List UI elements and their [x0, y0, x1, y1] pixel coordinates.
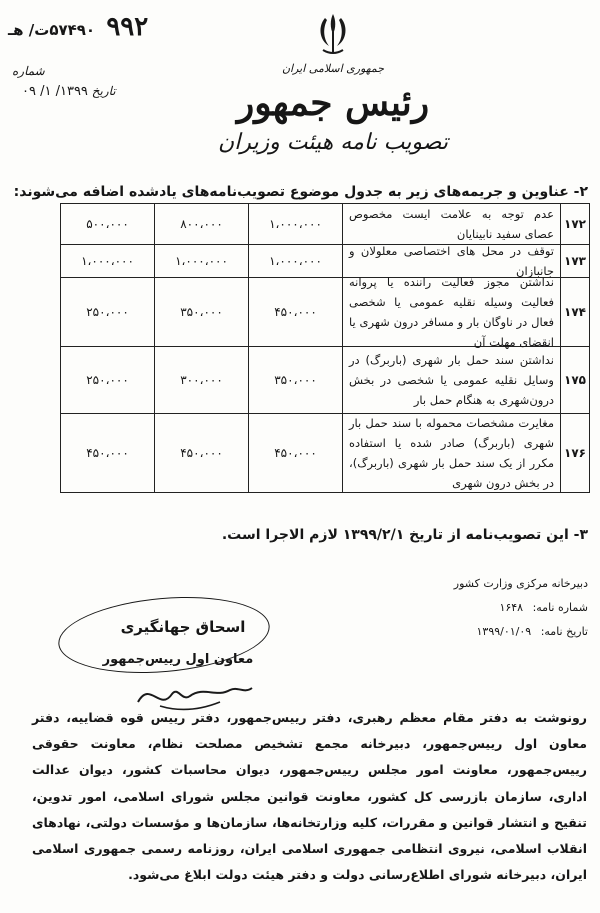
table-row: [61, 275, 589, 349]
number-label: شماره: [12, 64, 45, 78]
registry-stamp: [428, 572, 588, 644]
fine-amount: ۴۵۰،۰۰۰: [86, 446, 129, 460]
fine-amount: ۳۵۰،۰۰۰: [248, 347, 342, 413]
row-title: نداشتن مجوز فعالیت راننده یا پروانه فعالیت وسیله نقلیه عمومی یا شخصی فعال در ناوگان بار و مسافر درون شهری یا انقضای مهلت آن: [342, 278, 560, 346]
fine-amount: ۱،۰۰۰،۰۰۰: [248, 204, 342, 244]
fines-table: [60, 203, 590, 493]
stamp-title: دبیرخانه مرکزی وزارت کشور: [453, 577, 588, 590]
fine-amount: ۱،۰۰۰،۰۰۰: [81, 254, 134, 268]
number-field: [12, 64, 45, 78]
row-number: ۱۷۴: [560, 278, 589, 346]
fine-amount: ۵۰۰،۰۰۰: [86, 217, 129, 231]
stamp-date-label: تاریخ نامه:: [540, 625, 588, 638]
fine-amount: ۱،۰۰۰،۰۰۰: [154, 245, 248, 277]
row-number: ۱۷۲: [560, 204, 589, 244]
fine-amount: ۱،۰۰۰،۰۰۰: [248, 245, 342, 277]
stamp-number-value: ۱۶۴۸: [499, 601, 524, 614]
office-title: رئیس جمهور: [236, 82, 430, 124]
row-number: ۱۷۵: [560, 347, 589, 413]
section-3-effective-date: ۳- این تصویب‌نامه از تاریخ ۱۳۹۹/۲/۱ لازم الاجرا است.: [221, 527, 588, 543]
signatory-name: اسحاق جهانگیری: [120, 618, 246, 636]
date-field: [12, 84, 116, 99]
row-number: ۱۷۳: [560, 245, 589, 277]
fine-amount: ۴۵۰،۰۰۰: [154, 414, 248, 492]
signatory-title: معاون اول رییس‌جمهور: [102, 652, 254, 667]
fine-amount: ۳۵۰،۰۰۰: [154, 278, 248, 346]
fine-amount: ۳۰۰،۰۰۰: [154, 347, 248, 413]
letter-reference: [8, 12, 148, 42]
row-title: مغایرت مشخصات محموله با سند حمل بار شهری (باربرگ) صادر شده یا استفاده مکرر از یک سند حمل بار شهری (باربرگ)، در بخش درون شهری: [342, 414, 560, 492]
letter-number: ۵۷۴۹۰ت/ هـ: [8, 21, 96, 39]
stamp-number-line: [428, 596, 588, 620]
table-row: [61, 347, 589, 414]
row-title: نداشتن سند حمل بار شهری (باربرگ) در وسایل نقلیه عمومی یا شخصی در بخش درون‌شهری به هنگام حمل بار: [342, 347, 560, 413]
document-subtitle: تصویب نامه هیئت وزیران: [218, 130, 448, 155]
row-number: ۱۷۶: [560, 414, 589, 492]
row-title: توقف در محل های اختصاصی معلولان و جانبازان: [342, 245, 560, 277]
fine-amount: ۴۵۰،۰۰۰: [248, 414, 342, 492]
fine-amount: ۴۵۰،۰۰۰: [248, 278, 342, 346]
stamp-number-label: شماره نامه:: [532, 601, 588, 614]
fine-amount: ۲۵۰،۰۰۰: [86, 373, 129, 387]
table-row: [61, 204, 589, 245]
table-row: [61, 414, 589, 492]
fine-amount: ۸۰۰،۰۰۰: [154, 204, 248, 244]
section-2-heading: ۲- عناوین و جریمه‌های زیر به جدول موضوع تصویب‌نامه‌های یادشده اضافه می‌شوند:: [13, 184, 588, 200]
stamp-date-value: ۱۳۹۹/۰۱/۰۹: [476, 625, 532, 638]
date-label: تاریخ: [91, 84, 116, 98]
emblem-icon: [313, 10, 353, 58]
stamp-date-line: [428, 620, 588, 644]
date-value: ۱۳۹۹/ ۱/ ۰۹: [22, 84, 88, 99]
reference-big-number: ۹۹۲: [106, 12, 149, 42]
fine-amount: ۲۵۰،۰۰۰: [86, 305, 129, 319]
country-name: جمهوری اسلامی ایران: [281, 62, 385, 75]
copies-distribution-paragraph: رونوشت به دفتر مقام معظم رهبری، دفتر رییس‌جمهور، دفتر رییس قوه قضاییه، دفتر معاون اول رییس‌جمهور، دبیرخانه مجمع تشخیص مصلحت نظام، معاونت حقوقی رییس‌جمهور، معاونت امور مجلس رییس‌جمهور، دیوان محاسبات کشور، دیوان عدالت اداری، سازمان بازرسی کل کشور، معاونت قوانین مجلس شورای اسلامی، امور تدوین، تنقیح و انتشار قوانین و مقررات، کلیه وزارتخانه‌ها، سازمان‌ها و مؤسسات دولتی، نهادهای انقلاب اسلامی، نیروی انتظامی جمهوری اسلامی ایران، روزنامه رسمی جمهوری اسلامی ایران، دبیرخانه شورای اطلاع‌رسانی دولت و دفتر هیئت دولت ابلاغ می‌شود.: [32, 710, 587, 883]
row-title: عدم توجه به علامت ایست مخصوص عصای سفید نابینایان: [342, 204, 560, 244]
